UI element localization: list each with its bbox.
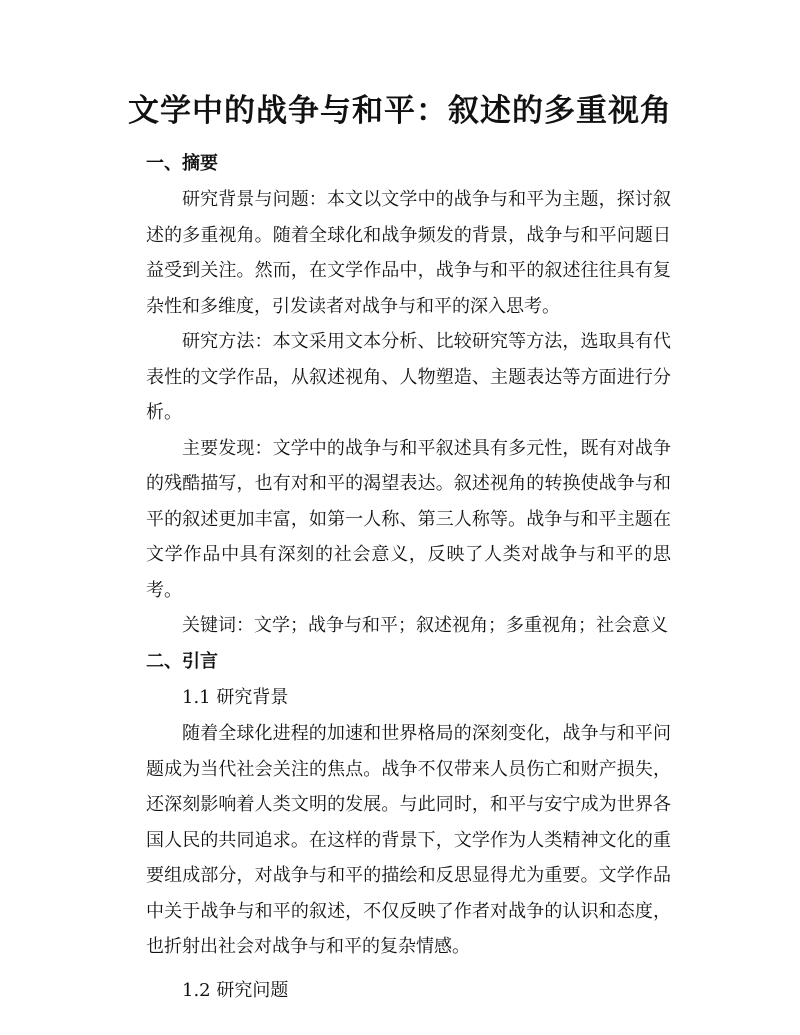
abstract-background-paragraph: 研究背景与问题：本文以文学中的战争与和平为主题，探讨叙述的多重视角。随着全球化和战争频发的背景，战争与和平问题日益受到关注。然而，在文学作品中，战争与和平的叙述往往具有复杂性和多维度，引发读者对战争与和平的深入思考。: [146, 189, 671, 317]
paragraph-gap: [146, 965, 671, 973]
section-1-2-title: 1.2 研究问题: [182, 979, 289, 1001]
abstract-findings-paragraph: 主要发现：文学中的战争与和平叙述具有多元性，既有对战争的残酷描写，也有对和平的渴望表达。叙述视角的转换使战争与和平的叙述更加丰富，如第一人称、第三人称等。战争与和平主题在文学作品中具有深刻的社会意义，反映了人类对战争与和平的思考。: [146, 437, 671, 601]
section-1-1-title: 1.1 研究背景: [182, 687, 289, 708]
document-title: 文学中的战争与和平：叙述的多重视角: [128, 93, 672, 129]
section-1-1-paragraph: 随着全球化进程的加速和世界格局的深刻变化，战争与和平问题成为当代社会关注的焦点。战争不仅带来人员伤亡和财产损失，还深刻影响着人类文明的发展。与此同时，和平与安宁成为世界各国人民的共同追求。在这样的背景下，文学作为人类精神文化的重要组成部分，对战争与和平的描绘和反思显得尤为重要。文学作品中关于战争与和平的叙述，不仅反映了作者对战争的认识和态度，也折射出社会对战争与和平的复杂情感。: [146, 723, 671, 957]
introduction-heading: 二、引言: [146, 651, 218, 672]
abstract-methods-paragraph: 研究方法：本文采用文本分析、比较研究等方法，选取具有代表性的文学作品，从叙述视角、人物塑造、主题表达等方面进行分析。: [146, 331, 671, 423]
abstract-keywords: 关键词：文学；战争与和平；叙述视角；多重视角；社会意义: [182, 615, 668, 636]
abstract-heading: 一、摘要: [146, 153, 218, 174]
document-body: [146, 146, 671, 1009]
